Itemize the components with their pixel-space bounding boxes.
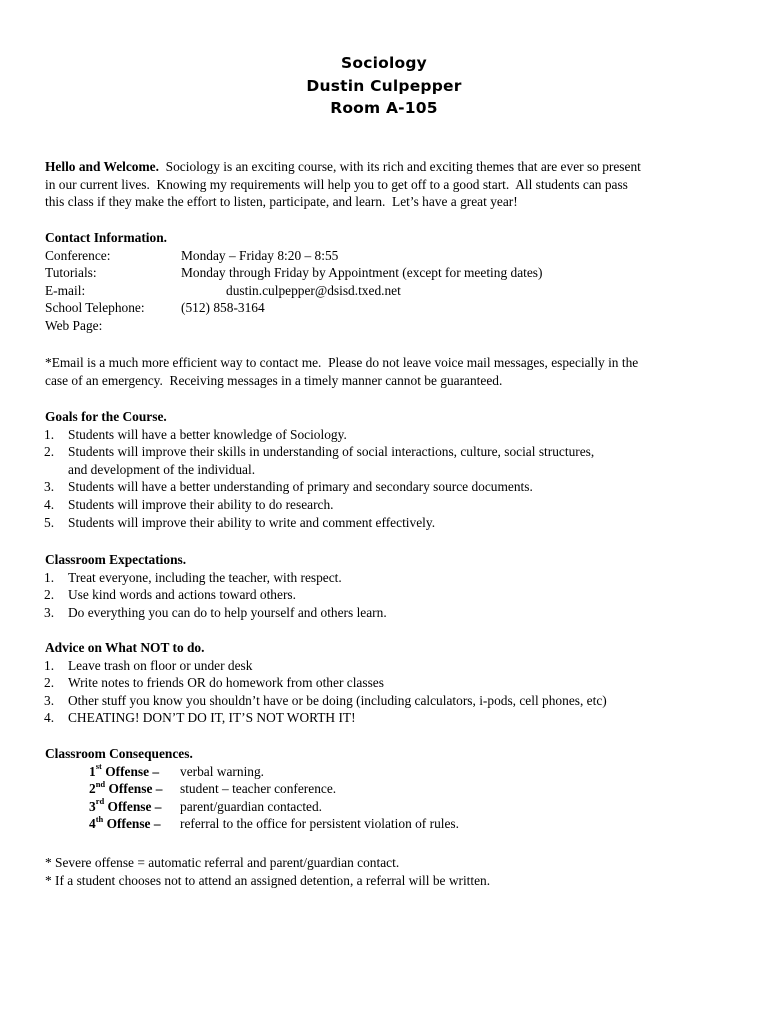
list-number: 1. [44, 426, 55, 442]
list-text: Students will improve their ability to do research. [68, 496, 334, 512]
expectations-heading: Classroom Expectations. [45, 552, 187, 567]
offense-word: Offense – [101, 763, 160, 779]
list-number: 1. [44, 657, 55, 673]
offense-row [45, 815, 745, 833]
course-title: Sociology [341, 54, 427, 72]
list-text: CHEATING! DON’T DO IT, IT’S NOT WORTH IT! [68, 710, 356, 726]
list-text-continued: and development of the individual. [68, 461, 256, 477]
offense-consequence: student – teacher conference. [180, 781, 337, 797]
offense-number: 3 [89, 798, 96, 814]
offense-consequence: verbal warning. [180, 763, 265, 779]
offense-label [89, 763, 180, 781]
welcome-line-3: this class if they make the effort to listen, participate, and learn. Let’s have a great year! [45, 194, 518, 210]
email-note [45, 354, 735, 389]
room-number: Room A-105 [330, 99, 438, 117]
expectations-list [0, 569, 745, 622]
list-number: 3. [44, 604, 55, 620]
list-item [0, 514, 745, 532]
contact-row [0, 317, 768, 335]
goals-list [0, 426, 745, 532]
welcome-text-1: Sociology is an exciting course, with its rich and exciting themes that are ever so present [158, 159, 641, 174]
teacher-name: Dustin Culpepper [306, 76, 462, 95]
consequences-section [45, 745, 745, 833]
contact-label: Tutorials: [45, 265, 97, 281]
offense-consequence: parent/guardian contacted. [180, 798, 323, 814]
contact-heading: Contact Information. [45, 230, 167, 245]
consequences-list [45, 763, 745, 833]
list-number: 1. [44, 569, 55, 585]
advice-heading: Advice on What NOT to do. [45, 640, 205, 655]
offense-ordinal: st [95, 761, 102, 772]
goals-section [45, 408, 745, 531]
list-text: Use kind words and actions toward others. [68, 587, 296, 603]
goals-heading: Goals for the Course. [45, 409, 167, 424]
detention-note: * If a student chooses not to attend an assigned detention, a referral will be written. [45, 872, 491, 888]
severe-note: * Severe offense = automatic referral and parent/guardian contact. [45, 855, 400, 870]
list-text: Leave trash on floor or under desk [68, 657, 253, 673]
offense-ordinal: nd [95, 778, 106, 789]
contact-row [0, 282, 768, 300]
offense-label [89, 815, 180, 833]
offense-row [45, 780, 745, 798]
contact-value: Monday through Friday by Appointment (except for meeting dates) [181, 265, 543, 281]
contact-row [0, 264, 768, 282]
list-text: Students will have a better knowledge of Sociology. [68, 426, 347, 442]
offense-consequence: referral to the office for persistent violation of rules. [180, 816, 459, 832]
email-note-line-2: case of an emergency. Receiving messages in a timely manner cannot be guaranteed. [45, 372, 503, 388]
offense-number: 1 [89, 763, 96, 779]
list-item [0, 478, 745, 496]
list-text: Students will have a better understanding of primary and secondary source documents. [68, 479, 533, 495]
list-text: Students will improve their skills in understanding of social interactions, culture, social structures, [68, 444, 595, 460]
list-number: 5. [44, 514, 55, 530]
welcome-section [45, 158, 735, 211]
list-item [0, 443, 745, 478]
contact-value: (512) 858-3164 [181, 300, 265, 316]
contact-label: Web Page: [45, 317, 103, 333]
contact-value: Monday – Friday 8:20 – 8:55 [181, 247, 339, 263]
offense-ordinal: rd [95, 796, 105, 807]
offense-row [45, 798, 745, 816]
list-number: 2. [44, 444, 55, 460]
list-number: 3. [44, 692, 55, 708]
offense-word: Offense – [105, 781, 163, 797]
list-text: Do everything you can do to help yourself and others learn. [68, 604, 387, 620]
welcome-line-2: in our current lives. Knowing my requirements will help you to get off to a good start. All students can pass [45, 176, 628, 192]
offense-number: 2 [89, 781, 96, 797]
list-item [0, 692, 745, 710]
offense-ordinal: th [95, 813, 104, 824]
consequences-heading: Classroom Consequences. [45, 746, 193, 761]
list-text: Other stuff you know you shouldn’t have or be doing (including calculators, i-pods, cell phones, etc) [68, 692, 607, 708]
list-number: 2. [44, 675, 55, 691]
notes-section [45, 854, 735, 889]
expectations-section [45, 551, 745, 621]
list-number: 3. [44, 479, 55, 495]
list-number: 4. [44, 496, 55, 512]
list-text: Write notes to friends OR do homework from other classes [68, 675, 384, 691]
list-item [0, 586, 745, 604]
list-item [0, 426, 745, 444]
offense-number: 4 [89, 816, 96, 832]
list-item [0, 674, 745, 692]
offense-word: Offense – [104, 798, 162, 814]
email-note-line-1: *Email is a much more efficient way to contact me. Please do not leave voice mail messages, especially in the [45, 355, 639, 370]
list-text: Students will improve their ability to write and comment effectively. [68, 514, 436, 530]
list-item [0, 709, 745, 727]
list-item [0, 657, 745, 675]
contact-row [0, 299, 768, 317]
list-item [0, 569, 745, 587]
contact-rows [0, 247, 768, 335]
welcome-lead: Hello and Welcome. [45, 159, 159, 174]
contact-section [0, 229, 768, 335]
contact-label: Conference: [45, 247, 111, 263]
list-number: 2. [44, 587, 55, 603]
list-item [0, 604, 745, 622]
list-item [0, 496, 745, 514]
offense-label [89, 798, 180, 816]
advice-section [45, 639, 745, 727]
offense-row [45, 763, 745, 781]
advice-list [0, 657, 745, 727]
contact-row [0, 247, 768, 265]
email-address: dustin.culpepper@dsisd.txed.net [226, 282, 401, 298]
offense-word: Offense – [103, 816, 161, 832]
title-block [0, 52, 768, 120]
list-number: 4. [44, 710, 55, 726]
welcome-line-1 [45, 158, 735, 176]
contact-label: School Telephone: [45, 300, 145, 316]
contact-label: E-mail: [45, 282, 86, 298]
list-text: Treat everyone, including the teacher, with respect. [68, 569, 342, 585]
